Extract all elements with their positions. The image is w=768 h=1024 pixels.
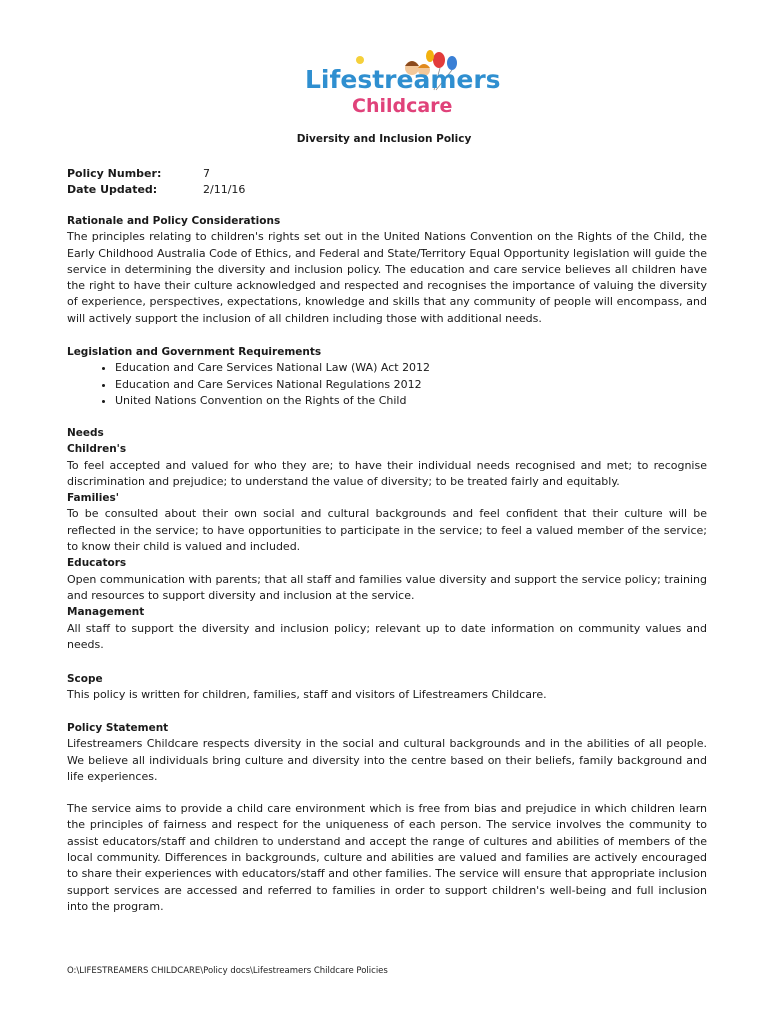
- scope-heading: Scope: [67, 673, 103, 685]
- children-heading: Children's: [67, 443, 127, 456]
- educators-text: Open communication with parents; that all staff and families value diversity and support the service policy; training and resources to support diversity and inclusion at the service.: [67, 572, 707, 602]
- families-heading: Families': [67, 492, 119, 505]
- rationale-text: The principles relating to children's rights set out in the United Nations Convention on the Rights of the Child, the Early Childhood Australia Code of Ethics, and Federal and State/Territory Equal Opportunity legislation will guide the service in determining the diversity and inclusion policy. The education and care service believes all children have the right to have their culture acknowledged and respected and recognises the importance of valuing the diversity of experience, perspectives, expectations, knowledge and skills that any community of people will encompass, and will actively support the inclusion of all children including those with additional needs.: [67, 230, 707, 325]
- policy-statement-section: [67, 720, 707, 915]
- list-item: • Education and Care Services National Regulations 2012: [115, 377, 707, 393]
- document-title: Diversity and Inclusion Policy: [296, 133, 472, 145]
- needs-heading: Needs: [67, 427, 104, 439]
- policy-number-value: 7: [203, 167, 210, 180]
- lifestreamers-logo: [300, 46, 501, 122]
- footer-file-path: O:\LIFESTREAMERS CHILDCARE\Policy docs\Lifestreamers Childcare Policies: [67, 966, 388, 976]
- logo-line2: Childcare: [352, 95, 453, 117]
- legislation-heading: Legislation and Government Requirements: [67, 346, 322, 358]
- families-text: To be consulted about their own social and cultural backgrounds and feel confident that their culture will be reflected in the service; to have opportunities to participate in the service; to feel a valued member of the service; to know their child is valued and included.: [67, 507, 707, 554]
- rationale-section: [67, 213, 707, 327]
- policy-meta: [67, 166, 245, 198]
- management-heading: Management: [67, 606, 145, 619]
- list-item: • United Nations Convention on the Rights of the Child: [115, 393, 707, 409]
- rationale-heading: Rationale and Policy Considerations: [67, 215, 281, 227]
- list-item: • Education and Care Services National Law (WA) Act 2012: [115, 360, 707, 376]
- legislation-section: [67, 344, 707, 409]
- statement-heading: Policy Statement: [67, 722, 169, 734]
- scope-section: [67, 671, 707, 704]
- statement-paragraph-1: Lifestreamers Childcare respects diversity in the social and cultural backgrounds and in the abilities of all people. We believe all individuals bring culture and diversity into the centre based on their beliefs, family background and life experiences.: [67, 737, 707, 783]
- legislation-list: [67, 360, 707, 409]
- children-text: To feel accepted and valued for who they are; to have their individual needs recognised and met; to recognise discrimination and prejudice; to understand the value of diversity; to be treated fairly and equitably.: [67, 458, 707, 488]
- needs-section: [67, 425, 707, 653]
- policy-number-label: Policy Number:: [67, 167, 162, 180]
- scope-text: This policy is written for children, families, staff and visitors of Lifestreamers Childcare.: [67, 688, 547, 702]
- management-text: All staff to support the diversity and inclusion policy; relevant up to date information on community values and needs.: [67, 621, 707, 651]
- logo-line1: Lifestreamers: [305, 65, 501, 94]
- date-updated-value: 2/11/16: [203, 183, 246, 196]
- date-updated-label: Date Updated:: [67, 183, 158, 196]
- statement-paragraph-2: The service aims to provide a child care environment which is free from bias and prejudice in which children learn the principles of fairness and respect for the uniqueness of each person. The service involves the community to assist educators/staff and children to understand and accept the range of cultures and abilities of members of the local community. Differences in backgrounds, culture and abilities are valued and families are actively encouraged to share their experiences with educators/staff and other families. The service will ensure that appropriate inclusion support services are accessed and referred to families in order to support children's well-being and full inclusion into the program.: [67, 802, 707, 913]
- educators-heading: Educators: [67, 557, 127, 570]
